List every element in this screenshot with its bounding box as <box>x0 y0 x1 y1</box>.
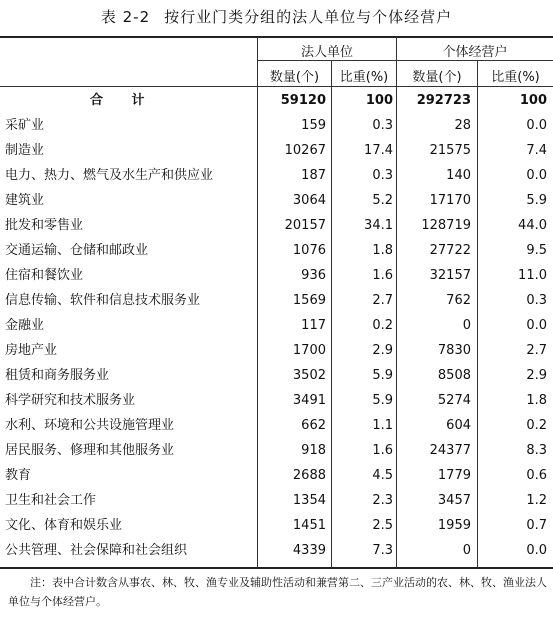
legal-count: 1076 <box>292 243 326 258</box>
ind-ratio: 44.0 <box>518 218 547 233</box>
ind-ratio: 2.9 <box>526 368 547 383</box>
table-row-total <box>0 88 553 113</box>
legal-ratio: 5.9 <box>372 393 393 408</box>
ind-ratio: 0.0 <box>526 168 547 183</box>
table-row <box>0 238 553 263</box>
row-label: 批发和零售业 <box>5 218 84 233</box>
table-row <box>0 288 553 313</box>
header-split-rule <box>257 60 553 61</box>
table-row <box>0 513 553 538</box>
legal-ratio: 17.4 <box>364 143 393 158</box>
ind-count: 128719 <box>421 218 471 233</box>
legal-ratio: 5.9 <box>372 368 393 383</box>
table-row <box>0 213 553 238</box>
table-row <box>0 163 553 188</box>
legal-ratio: 0.3 <box>372 118 393 133</box>
row-label: 租赁和商务服务业 <box>5 368 110 383</box>
table-row <box>0 388 553 413</box>
ind-ratio: 100 <box>519 93 547 108</box>
table-row <box>0 538 553 563</box>
ind-count: 24377 <box>429 443 471 458</box>
ind-count: 292723 <box>416 93 471 108</box>
bottom-rule <box>0 567 553 569</box>
legal-ratio: 4.5 <box>372 468 393 483</box>
legal-count: 918 <box>301 443 326 458</box>
ind-count: 604 <box>446 418 471 433</box>
table-row <box>0 313 553 338</box>
row-label: 建筑业 <box>5 193 45 208</box>
ind-ratio: 7.4 <box>526 143 547 158</box>
ind-count: 32157 <box>429 268 471 283</box>
table-number: 表 2-2 <box>100 8 151 26</box>
legal-ratio: 7.3 <box>372 543 393 558</box>
ind-ratio: 0.0 <box>526 118 547 133</box>
header-legal-units: 法人单位 <box>300 45 353 60</box>
legal-count: 3491 <box>292 393 326 408</box>
header-individual: 个体经营户 <box>442 45 508 60</box>
table-row <box>0 188 553 213</box>
table-row <box>0 363 553 388</box>
row-label: 文化、体育和娱乐业 <box>5 518 123 533</box>
ind-count: 17170 <box>429 193 471 208</box>
legal-ratio: 0.2 <box>372 318 393 333</box>
row-label: 采矿业 <box>5 118 45 133</box>
row-label: 水利、环境和公共设施管理业 <box>5 418 175 433</box>
ind-count: 7830 <box>437 343 471 358</box>
ind-ratio: 0.0 <box>526 318 547 333</box>
legal-ratio: 2.9 <box>372 343 393 358</box>
legal-count: 1451 <box>292 518 326 533</box>
table-row <box>0 488 553 513</box>
legal-count: 2688 <box>292 468 326 483</box>
row-label: 住宿和餐饮业 <box>5 268 84 283</box>
row-label: 科学研究和技术服务业 <box>5 393 136 408</box>
ind-count: 762 <box>446 293 471 308</box>
row-label: 电力、热力、燃气及水生产和供应业 <box>5 168 214 183</box>
table-row <box>0 413 553 438</box>
ind-ratio: 0.3 <box>526 293 547 308</box>
row-label: 合 计 <box>90 93 157 108</box>
legal-ratio: 2.5 <box>372 518 393 533</box>
table-footnote: 注：表中合计数含从事农、林、牧、渔专业及辅助性活动和兼营第二、三产业活动的农、林、牧、渔业法人单位与个体经营户。 <box>8 576 547 608</box>
legal-count: 159 <box>301 118 326 133</box>
table-title <box>0 6 553 27</box>
row-label: 交通运输、仓储和邮政业 <box>5 243 149 258</box>
legal-count: 20157 <box>284 218 326 233</box>
header-ind-count: 数量(个) <box>412 70 462 85</box>
ind-count: 140 <box>446 168 471 183</box>
ind-count: 0 <box>462 543 471 558</box>
row-label: 房地产业 <box>5 343 58 358</box>
ind-ratio: 8.3 <box>526 443 547 458</box>
legal-count: 117 <box>301 318 326 333</box>
legal-count: 10267 <box>284 143 326 158</box>
ind-count: 21575 <box>429 143 471 158</box>
legal-ratio: 1.6 <box>372 268 393 283</box>
legal-count: 1354 <box>292 493 326 508</box>
legal-count: 1700 <box>292 343 326 358</box>
legal-ratio: 2.7 <box>372 293 393 308</box>
legal-count: 662 <box>301 418 326 433</box>
header-legal-ratio: 比重(%) <box>339 70 389 85</box>
legal-count: 187 <box>301 168 326 183</box>
legal-ratio: 5.2 <box>372 193 393 208</box>
ind-count: 1959 <box>437 518 471 533</box>
legal-ratio: 34.1 <box>364 218 393 233</box>
ind-count: 27722 <box>429 243 471 258</box>
table-row <box>0 463 553 488</box>
legal-ratio: 0.3 <box>372 168 393 183</box>
ind-ratio: 0.7 <box>526 518 547 533</box>
ind-ratio: 9.5 <box>526 243 547 258</box>
table-row <box>0 263 553 288</box>
legal-count: 936 <box>301 268 326 283</box>
legal-count: 3502 <box>292 368 326 383</box>
table-row <box>0 338 553 363</box>
table-row <box>0 113 553 138</box>
legal-ratio: 1.8 <box>372 243 393 258</box>
ind-count: 3457 <box>437 493 471 508</box>
ind-count: 28 <box>454 118 471 133</box>
legal-count: 4339 <box>292 543 326 558</box>
ind-count: 1779 <box>437 468 471 483</box>
ind-ratio: 0.0 <box>526 543 547 558</box>
ind-count: 0 <box>462 318 471 333</box>
ind-ratio: 11.0 <box>518 268 547 283</box>
ind-ratio: 1.2 <box>526 493 547 508</box>
ind-ratio: 0.6 <box>526 468 547 483</box>
table-row <box>0 438 553 463</box>
legal-count: 1569 <box>292 293 326 308</box>
row-label: 信息传输、软件和信息技术服务业 <box>5 293 201 308</box>
ind-count: 5274 <box>437 393 471 408</box>
ind-ratio: 5.9 <box>526 193 547 208</box>
top-rule <box>0 36 553 38</box>
ind-ratio: 2.7 <box>526 343 547 358</box>
header-legal-count: 数量(个) <box>269 70 320 85</box>
row-label: 卫生和社会工作 <box>5 493 97 508</box>
legal-ratio: 1.1 <box>372 418 393 433</box>
ind-ratio: 1.8 <box>526 393 547 408</box>
legal-ratio: 1.6 <box>372 443 393 458</box>
legal-count: 3064 <box>292 193 326 208</box>
table-row <box>0 138 553 163</box>
row-label: 公共管理、社会保障和社会组织 <box>5 543 188 558</box>
row-label: 居民服务、修理和其他服务业 <box>5 443 175 458</box>
legal-ratio: 100 <box>365 93 393 108</box>
row-label: 制造业 <box>5 143 45 158</box>
header-bottom-rule <box>0 86 553 87</box>
ind-ratio: 0.2 <box>526 418 547 433</box>
legal-ratio: 2.3 <box>372 493 393 508</box>
legal-count: 59120 <box>280 93 326 108</box>
ind-count: 8508 <box>437 368 471 383</box>
row-label: 教育 <box>5 468 32 483</box>
header-ind-ratio: 比重(%) <box>491 70 540 85</box>
table-caption: 按行业门类分组的法人单位与个体经营户 <box>164 8 453 26</box>
row-label: 金融业 <box>5 318 45 333</box>
